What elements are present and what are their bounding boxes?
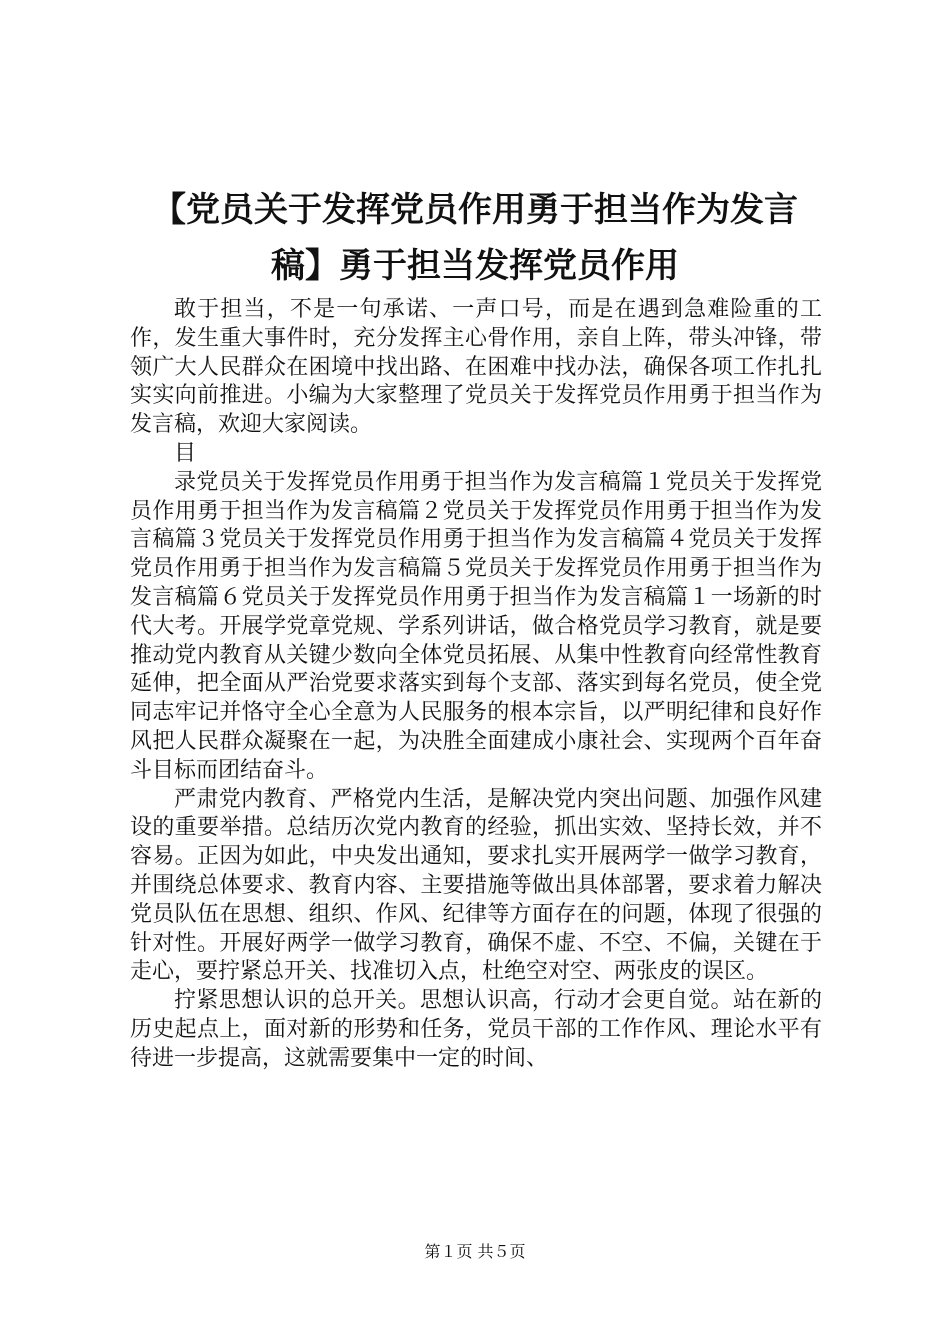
paragraph-thinking: 拧紧思想认识的总开关。思想认识高，行动才会更自觉。站在新的历史起点上，面对新的形势和任务，党员干部的工作作风、理论水平有待进一步提高，这就需要集中一定的时间、 [130, 988, 822, 1071]
page-footer: 第１页 共５页 [424, 1242, 526, 1261]
title-line-1: 【党员关于发挥党员作用勇于担当作为发言 [152, 190, 798, 230]
paragraph-education: 严肃党内教育、严格党内生活，是解决党内突出问题、加强作风建设的重要举措。总结历次党内教育的经验，抓出实效、坚持长效，并不容易。正因为如此，中央发出通知，要求扎实开展两学一做学习教育，并围绕总体要求、教育内容、主要措施等做出具体部署，要求着力解决党员队伍在思想、组织、作风、纪律等方面存在的问题，体现了很强的针对性。开展好两学一做学习教育，确保不虚、不空、不偏，关键在于走心，要拧紧总开关、找准切入点，杜绝空对空、两张皮的误区。 [130, 786, 822, 985]
title-line-2: 稿】勇于担当发挥党员作用 [271, 246, 679, 286]
paragraph-toc-heading: 目 [174, 440, 197, 466]
paragraph-toc: 录党员关于发挥党员作用勇于担当作为发言稿篇１党员关于发挥党员作用勇于担当作为发言稿篇２党员关于发挥党员作用勇于担当作为发言稿篇３党员关于发挥党员作用勇于担当作为发言稿篇４党员关于发挥党员作用勇于担当作为发言稿篇５党员关于发挥党员作用勇于担当作为发言稿篇６党员关于发挥党员作用勇于担当作为发言稿篇１一场新的时代大考。开展学党章党规、学系列讲话，做合格党员学习教育，就是要推动党内教育从关键少数向全体党员拓展、从集中性教育向经常性教育延伸，把全面从严治党要求落实到每个支部、落实到每名党员，使全党同志牢记并恪守全心全意为人民服务的根本宗旨，以严明纪律和良好作风把人民群众凝聚在一起，为决胜全面建成小康社会、实现两个百年奋斗目标而团结奋斗。 [130, 469, 822, 783]
document-body [130, 296, 822, 1074]
paragraph-intro: 敢于担当，不是一句承诺、一声口号，而是在遇到急难险重的工作，发生重大事件时，充分发挥主心骨作用，亲自上阵，带头冲锋，带领广大人民群众在困境中找出路、在困难中找办法，确保各项工作扎扎实实向前推进。小编为大家整理了党员关于发挥党员作用勇于担当作为发言稿，欢迎大家阅读。 [130, 297, 822, 438]
document-title [120, 182, 830, 294]
